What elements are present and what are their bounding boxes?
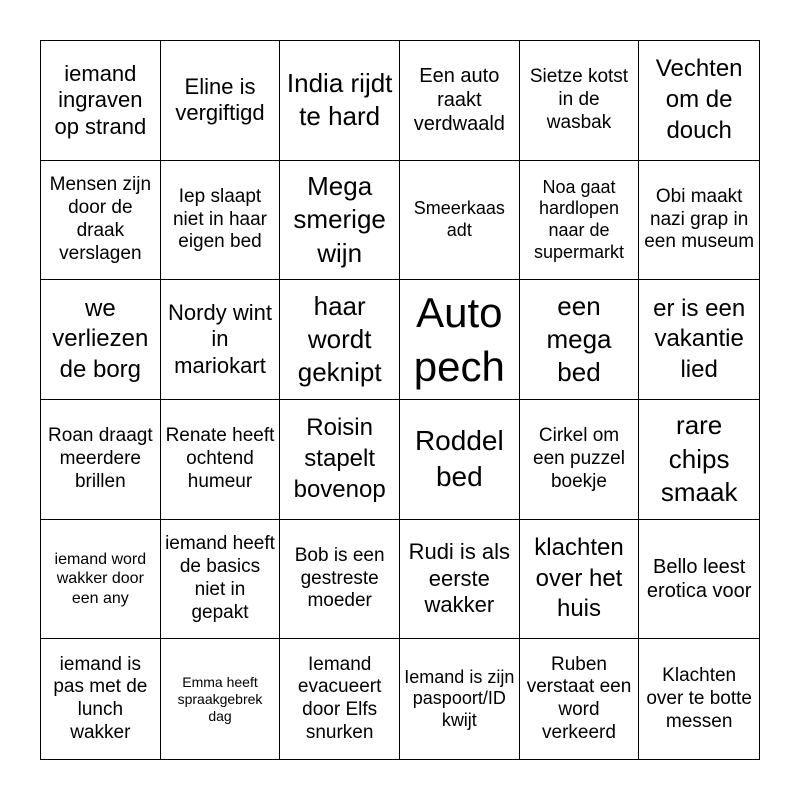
bingo-cell: iemand ingraven op strand [41,41,161,161]
bingo-cell: Een auto raakt verdwaald [400,41,520,161]
bingo-cell: klachten over het huis [520,520,640,640]
bingo-cell: Rudi is als eerste wakker [400,520,520,640]
bingo-cell: Noa gaat hardlopen naar de supermarkt [520,161,640,281]
bingo-cell: iemand heeft de basics niet in gepakt [161,520,281,640]
bingo-cell: Iep slaapt niet in haar eigen bed [161,161,281,281]
bingo-cell: Renate heeft ochtend humeur [161,400,281,520]
bingo-cell: Mega smerige wijn [280,161,400,281]
bingo-cell: Bob is een gestreste moeder [280,520,400,640]
bingo-cell: Roddel bed [400,400,520,520]
bingo-cell: Cirkel om een puzzel boekje [520,400,640,520]
bingo-cell: Mensen zijn door de draak verslagen [41,161,161,281]
bingo-cell: Roan draagt meerdere brillen [41,400,161,520]
bingo-cell: Eline is vergiftigd [161,41,281,161]
bingo-cell: haar wordt geknipt [280,280,400,400]
bingo-cell: iemand is pas met de lunch wakker [41,639,161,759]
bingo-cell: Bello leest erotica voor [639,520,759,640]
bingo-cell: Iemand evacueert door Elfs snurken [280,639,400,759]
bingo-cell: we verliezen de borg [41,280,161,400]
bingo-cell: Roisin stapelt bovenop [280,400,400,520]
bingo-cell: rare chips smaak [639,400,759,520]
bingo-cell: Nordy wint in mariokart [161,280,281,400]
bingo-cell: iemand word wakker door een any [41,520,161,640]
bingo-cell: Emma heeft spraakgebrek dag [161,639,281,759]
bingo-board [40,40,760,760]
bingo-cell: Sietze kotst in de wasbak [520,41,640,161]
bingo-cell: Smeerkaas adt [400,161,520,281]
bingo-cell: India rijdt te hard [280,41,400,161]
bingo-cell: een mega bed [520,280,640,400]
bingo-cell: Obi maakt nazi grap in een museum [639,161,759,281]
bingo-cell-center: Auto pech [400,280,520,400]
bingo-cell: Vechten om de douch [639,41,759,161]
bingo-cell: Klachten over te botte messen [646,664,752,732]
bingo-cell: er is een vakantie lied [639,280,759,400]
bingo-cell: Iemand is zijn paspoort/ID kwijt [400,639,520,759]
bingo-cell: Ruben verstaat een word verkeerd [520,639,640,759]
